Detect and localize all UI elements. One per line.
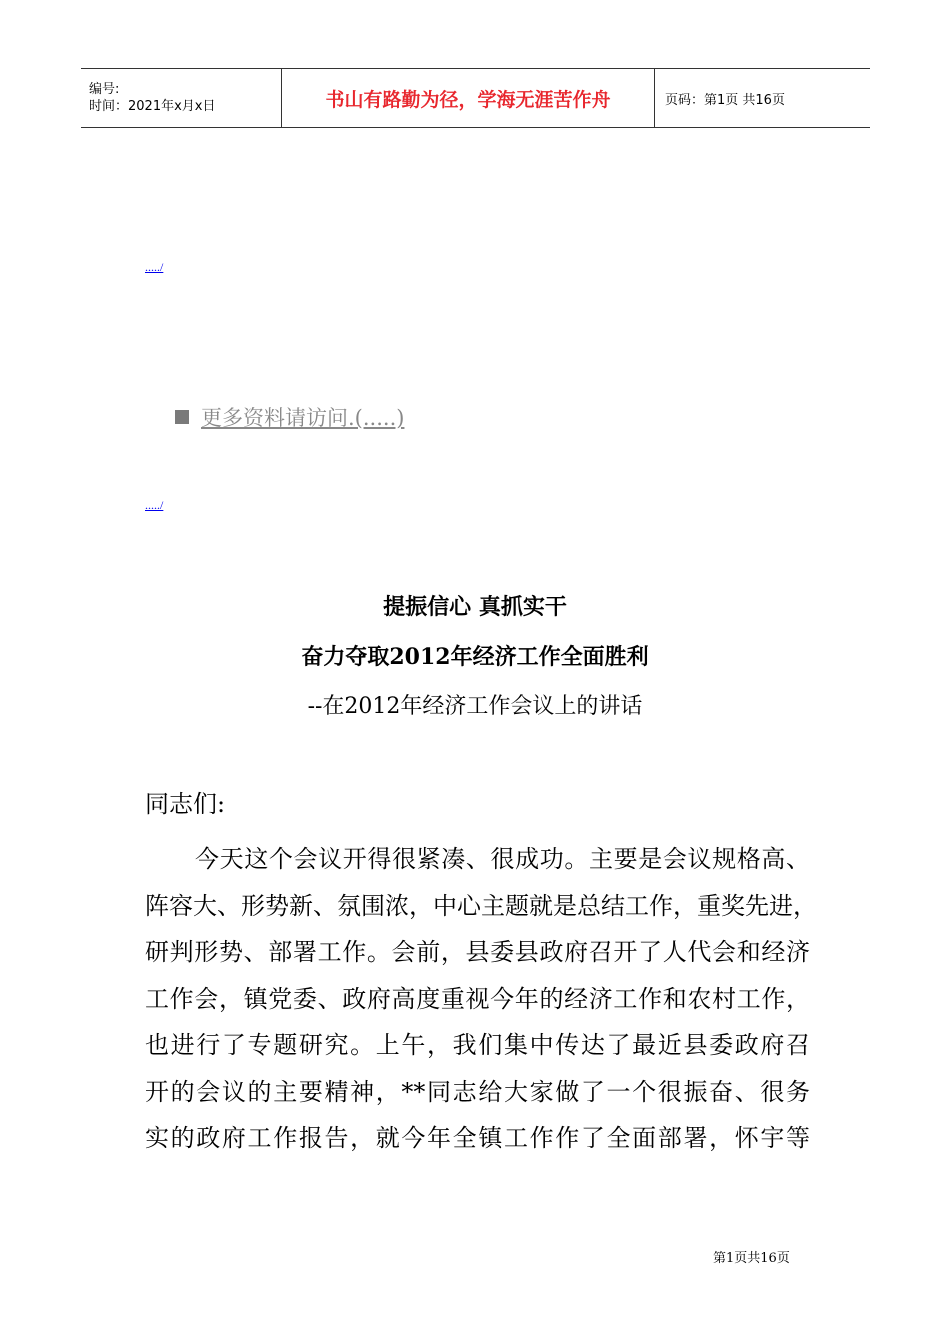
header-meta: [81, 69, 282, 127]
body-line: 阵容大、形势新、氛围浓，中心主题就是总结工作，重奖先进，: [145, 891, 817, 920]
title-line-3: --在2012年经济工作会议上的讲话: [307, 694, 643, 719]
salutation: 同志们:: [145, 790, 226, 818]
body-line: 实的政府工作报告，就今年全镇工作作了全面部署，怀宇等: [145, 1124, 810, 1152]
page-info-text: 页码：第1页 共16页: [665, 92, 785, 108]
body-line: 也进行了专题研究。上午，我们集中传达了最近县委政府召: [145, 1031, 810, 1059]
body-line: 研判形势、部署工作。会前，县委县政府召开了人代会和经济: [145, 938, 810, 966]
title-line-2: 奋力夺取2012年经济工作全面胜利: [301, 644, 649, 670]
square-bullet-icon: [175, 410, 189, 424]
motto-text: 书山有路勤为径，学海无涯苦作舟: [325, 88, 611, 111]
header-motto: [282, 69, 655, 127]
body-line: 工作会，镇党委、政府高度重视今年的经济工作和农村工作，: [145, 984, 810, 1013]
more-info-link[interactable]: [175, 402, 404, 432]
body-paragraph: [145, 836, 817, 1162]
number-label: 编号:: [89, 82, 120, 97]
more-info-text[interactable]: 更多资料请访问.(.....): [201, 406, 405, 430]
top-link[interactable]: ...../: [145, 260, 164, 274]
document-header: [81, 68, 870, 128]
bottom-link[interactable]: ...../: [145, 498, 164, 512]
header-page-info: [655, 69, 870, 127]
body-line: 今天这个会议开得很紧凑、很成功。主要是会议规格高、: [195, 845, 810, 873]
title-line-1: 提振信心 真抓实干: [383, 594, 567, 620]
body-line: 开的会议的主要精神，**同志给大家做了一个很振奋、很务: [145, 1077, 810, 1106]
page-footer: 第1页共16页: [713, 1251, 790, 1266]
time-label: 时间：2021年x月x日: [89, 99, 216, 114]
